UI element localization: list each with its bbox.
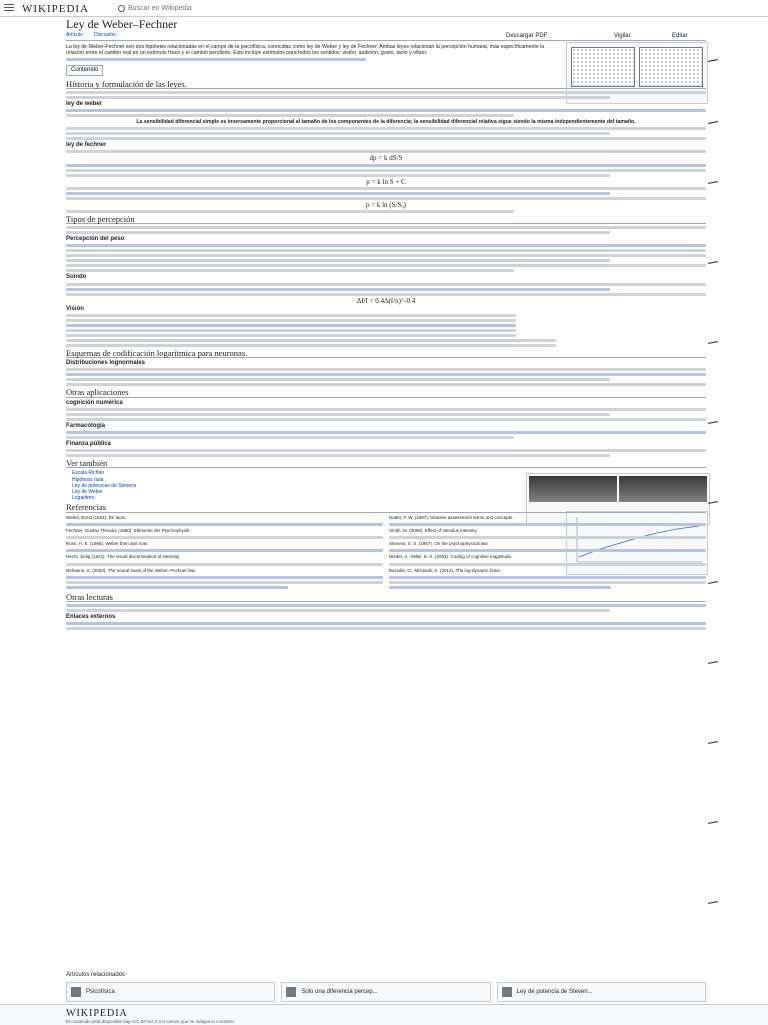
top-bar: [0, 0, 768, 17]
text-line: [66, 226, 706, 229]
edit-section-icon[interactable]: [708, 421, 718, 424]
text-line: [66, 449, 706, 452]
section-numeric: cognición numérica: [66, 399, 123, 406]
text-line: [66, 91, 706, 94]
edit-button[interactable]: Editar: [672, 33, 688, 39]
text-line: [66, 283, 706, 286]
wikipedia-logo[interactable]: WIKIPEDIA: [22, 3, 90, 15]
text-line: [66, 324, 516, 327]
text-line: [66, 373, 706, 376]
text-line: [66, 96, 610, 99]
text-line: [66, 334, 516, 337]
article-body: [66, 44, 706, 969]
edit-section-icon[interactable]: [708, 121, 718, 124]
text-line: [389, 523, 706, 526]
see-also-link[interactable]: Logaritmo: [72, 495, 95, 502]
formula-2: p = k ln S + C: [366, 177, 406, 186]
formula-4: ΔI/I = 0.4Δ(f/n)^-0.4: [356, 296, 416, 305]
search-icon[interactable]: [118, 5, 125, 12]
text-line: [66, 187, 706, 190]
toc-toggle[interactable]: Contenido: [66, 65, 103, 75]
section-lognormal: Distribuciones lognormales: [66, 360, 146, 367]
text-line: [66, 344, 556, 347]
section-references: Referencias: [66, 504, 706, 512]
text-line: [66, 127, 706, 130]
edit-section-icon[interactable]: [708, 261, 718, 264]
text-line: [389, 576, 706, 579]
menu-icon[interactable]: [4, 4, 14, 12]
text-line: [66, 137, 706, 140]
edit-section-icon[interactable]: [708, 661, 718, 664]
section-sound: Sonido: [66, 274, 87, 281]
text-line: [66, 249, 706, 252]
references-list: [66, 515, 706, 591]
section-history: Historia y formulación de las leyes.: [66, 81, 706, 89]
related-article-title[interactable]: Ley de potencia de Steven...: [516, 989, 593, 995]
reference-item[interactable]: Buzsáki, G.; Mizuseki, K. (2014). The log-dynamic brain.: [389, 567, 502, 573]
references-column-right: [389, 515, 706, 591]
reference-item[interactable]: Weber, Ernst (1834). De tactu.: [66, 514, 127, 520]
related-article-card[interactable]: [281, 982, 490, 1002]
text-line: [389, 549, 706, 552]
related-articles-title: [66, 972, 125, 978]
text-line: [389, 536, 706, 539]
download-pdf-button[interactable]: Descargar PDF: [506, 33, 548, 39]
watch-button[interactable]: Vigilar: [614, 33, 631, 39]
edit-section-icon[interactable]: [708, 501, 718, 504]
text-line: [66, 368, 706, 371]
footer: [0, 1004, 768, 1025]
section-finance: Finanza pública: [66, 441, 112, 448]
text-line: [66, 288, 610, 291]
text-line: [66, 259, 610, 262]
search-bar[interactable]: [118, 3, 268, 13]
reference-item[interactable]: Dehaene, S. (2003). The neural basis of the Weber–Fechner law.: [66, 567, 196, 573]
edit-section-icon[interactable]: [708, 181, 718, 184]
tab-talk[interactable]: Discusión: [94, 32, 116, 38]
text-line: [66, 378, 610, 381]
text-line: [66, 609, 610, 612]
edit-section-icon[interactable]: [708, 901, 718, 904]
text-line: [66, 264, 706, 267]
section-further-reading: Otras lecturas: [66, 594, 706, 602]
lead-paragraph: La ley de Weber-Fechner son dos hipótesis relacionadas en el campo de la psicofísica, conocidas como ley de Weber y ley de Fechner. Ambas leyes relacionan la percepción humana, más específicamente la relación entre el cambio real en un estímulo físico y el cambio percibido. Esto incluye estímulos para todos los sentidos: visión, audición, gusto, tacto y olfato.: [66, 44, 545, 57]
text-line: [389, 581, 706, 584]
text-line: [66, 339, 556, 342]
reference-item[interactable]: Stevens, S. S. (1957). On the psychophysical law.: [389, 541, 489, 547]
section-types: Tipos de percepción: [66, 216, 706, 224]
section-fechner: ley de fechner: [66, 142, 107, 149]
text-line: [66, 536, 383, 539]
page-tabs: [66, 31, 706, 41]
article-thumbnail: [286, 987, 296, 997]
text-line: [66, 293, 706, 296]
section-weber: ley de weber: [66, 100, 103, 107]
text-line: [66, 581, 383, 584]
reference-item[interactable]: Fechner, Gustav Theodor (1860). Elemente der Psychophysik.: [66, 527, 191, 533]
weber-quote: La sensibilidad diferencial simple es inversamente proporcional al tamaño de los componentes de la diferencia; la sensibilidad diferencial relativa sigue siendo la misma independientemente del tamaño.: [136, 119, 636, 126]
text-line: [66, 164, 706, 167]
text-line: [66, 586, 288, 589]
edit-section-icon[interactable]: [708, 341, 718, 344]
see-also-link[interactable]: Ley de Weber: [72, 489, 104, 496]
text-line: [389, 563, 706, 566]
text-line: [66, 413, 610, 416]
section-other-apps: Otras aplicaciones: [66, 389, 706, 397]
text-line: [66, 192, 610, 195]
text-line: [389, 586, 611, 589]
text-line: [66, 436, 514, 439]
reference-item[interactable]: Smith, M. (2008). Effect of stimulus intensity.: [389, 527, 478, 533]
section-see-also: Ver también: [66, 460, 706, 468]
license-text: El contenido está disponible bajo CC BY-SA 4.0 a menos que se indique lo contrario.: [66, 1019, 235, 1024]
related-articles-heading: Artículos relacionados: [66, 972, 126, 978]
text-line: [66, 269, 514, 272]
text-line: [66, 622, 706, 625]
lead-link-line: [66, 58, 366, 61]
text-line: [66, 314, 516, 317]
text-line: [66, 563, 383, 566]
article-thumbnail: [71, 987, 81, 997]
text-line: [66, 231, 610, 234]
text-line: [66, 114, 514, 117]
text-line: [66, 576, 383, 579]
text-line: [66, 383, 706, 386]
text-line: [66, 523, 383, 526]
reference-item[interactable]: Hecht, Selig (1924). The visual discrimination of intensity.: [66, 554, 180, 560]
see-also-link[interactable]: Escala Richter: [72, 470, 105, 477]
text-line: [66, 408, 706, 411]
see-also-link[interactable]: Hipótesis nula: [72, 476, 104, 483]
text-line: [66, 454, 610, 457]
text-line: [66, 549, 383, 552]
page-title: Ley de Weber–Fechner: [66, 17, 178, 31]
search-placeholder[interactable]: Buscar en Wikipedia: [128, 4, 192, 12]
related-article-title[interactable]: Psicofísica: [86, 989, 115, 995]
text-line: [66, 169, 706, 172]
text-line: [66, 210, 514, 213]
section-weight: Percepción del peso: [66, 236, 125, 243]
text-line: [66, 254, 706, 257]
related-articles: [66, 982, 706, 1002]
text-line: [66, 109, 706, 112]
reference-item[interactable]: Nieder, A.; Miller, E. K. (2003). Coding of cognitive magnitude.: [389, 554, 513, 560]
text-line: [66, 132, 610, 135]
text-line: [66, 150, 706, 153]
reference-item[interactable]: Nutter, F. W. (1997). Disease assessment terms and concepts.: [389, 514, 514, 520]
references-column-left: [66, 515, 383, 591]
section-external-links: Enlaces externos: [66, 613, 116, 620]
related-article-card[interactable]: [497, 982, 706, 1002]
related-article-card[interactable]: [66, 982, 275, 1002]
text-line: [66, 627, 706, 630]
see-also-link[interactable]: Ley de potencias de Stevens: [72, 482, 137, 489]
text-line: [66, 418, 706, 421]
formula-1: dp = k dS/S: [369, 154, 403, 163]
text-line: [66, 329, 516, 332]
footer-logo[interactable]: WIKIPEDIA: [66, 1008, 128, 1019]
related-article-title[interactable]: Solo una diferencia percep...: [301, 989, 378, 995]
text-line: [66, 431, 706, 434]
text-line: [66, 319, 516, 322]
text-line: [66, 174, 610, 177]
tab-article[interactable]: Artículo: [66, 32, 83, 38]
section-vision: Visión: [66, 305, 84, 312]
section-log-coding: Esquemas de codificación logarítmica para neuronas.: [66, 350, 706, 358]
edit-section-icon[interactable]: [708, 581, 718, 584]
edit-section-icon[interactable]: [708, 59, 718, 62]
section-edit-marks: [708, 42, 720, 962]
edit-section-icon[interactable]: [708, 821, 718, 824]
text-line: [66, 244, 706, 247]
reference-item[interactable]: Ross, H. E. (1995). Weber then and now.: [66, 541, 148, 547]
formula-3: p = k ln (S/S₀): [365, 200, 407, 209]
section-pharma: Farmacología: [66, 422, 106, 429]
see-also-list: [66, 470, 706, 501]
article-thumbnail: [502, 987, 512, 997]
text-line: [66, 197, 706, 200]
text-line: [66, 604, 706, 607]
edit-section-icon[interactable]: [708, 741, 718, 744]
